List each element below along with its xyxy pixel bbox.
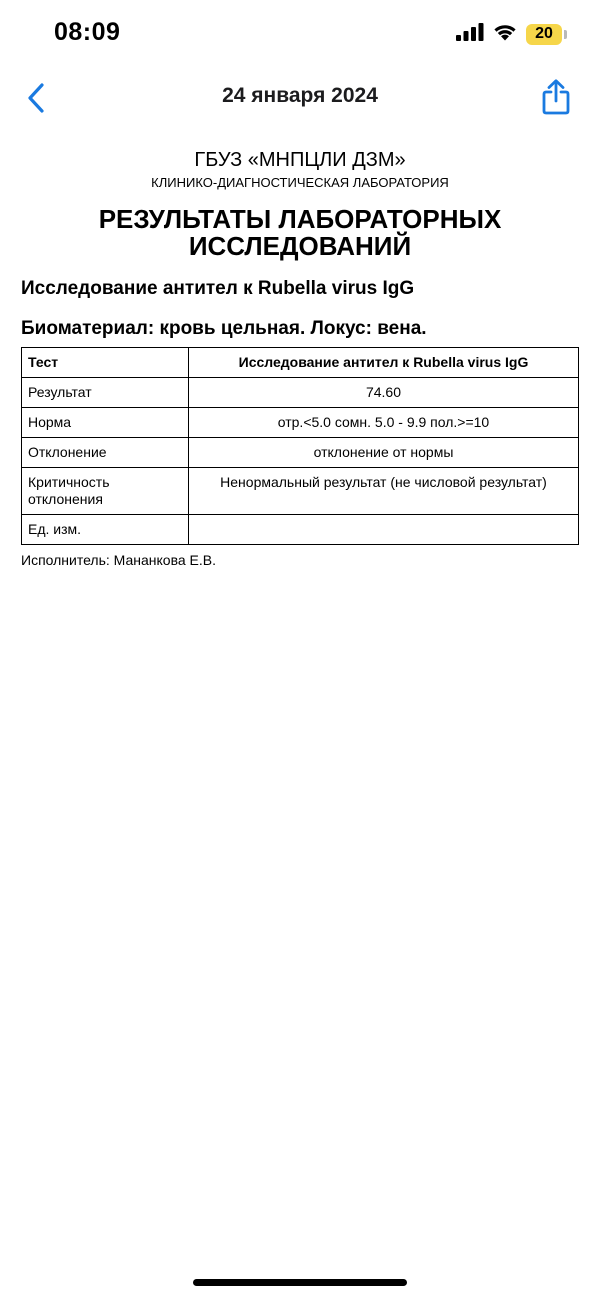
table-cell-label: Критичность отклонения (22, 468, 189, 515)
organization-name: ГБУЗ «МНПЦЛИ ДЗМ» (194, 149, 406, 171)
table-cell-value: Ненормальный результат (не числовой результат) (189, 468, 579, 515)
status-icons (456, 22, 562, 46)
table-row-test (22, 348, 579, 378)
biomaterial-info: Биоматериал: кровь цельная. Локус: вена. (21, 318, 427, 339)
results-table (21, 347, 579, 545)
table-row-criticality (22, 468, 579, 515)
page-title: 24 января 2024 (222, 84, 378, 107)
status-bar (0, 0, 600, 70)
home-indicator[interactable] (193, 1279, 407, 1286)
table-row-deviation (22, 438, 579, 468)
table-cell-value: Исследование антител к Rubella virus IgG (189, 348, 579, 378)
document-title-line1: РЕЗУЛЬТАТЫ ЛАБОРАТОРНЫХ (98, 204, 502, 234)
table-cell-label: Тест (22, 348, 189, 378)
table-cell-label: Норма (22, 408, 189, 438)
table-cell-value: 74.60 (189, 378, 579, 408)
table-row-result (22, 378, 579, 408)
table-cell-value (189, 515, 579, 545)
document-title-line2: ИССЛЕДОВАНИЙ (188, 231, 412, 261)
study-title: Исследование антител к Rubella virus IgG (21, 278, 415, 299)
navigation-bar (0, 72, 600, 124)
performer: Исполнитель: Мананкова Е.В. (21, 552, 216, 568)
wifi-icon (492, 22, 518, 46)
battery-cap (564, 30, 567, 39)
lab-report-document (21, 148, 579, 568)
status-time: 08:09 (54, 18, 121, 46)
table-cell-value: отр.<5.0 сомн. 5.0 - 9.9 пол.>=10 (189, 408, 579, 438)
battery-level: 20 (535, 25, 553, 42)
table-row-norm (22, 408, 579, 438)
share-button[interactable] (540, 78, 572, 116)
table-row-units (22, 515, 579, 545)
table-cell-label: Отклонение (22, 438, 189, 468)
document-title (21, 206, 579, 260)
table-cell-value: отклонение от нормы (189, 438, 579, 468)
table-cell-label: Результат (22, 378, 189, 408)
laboratory-name: КЛИНИКО-ДИАГНОСТИЧЕСКАЯ ЛАБОРАТОРИЯ (151, 175, 449, 190)
battery-icon (526, 24, 562, 45)
table-cell-label: Ед. изм. (22, 515, 189, 545)
share-icon (540, 78, 572, 116)
cellular-signal-icon (456, 23, 484, 46)
